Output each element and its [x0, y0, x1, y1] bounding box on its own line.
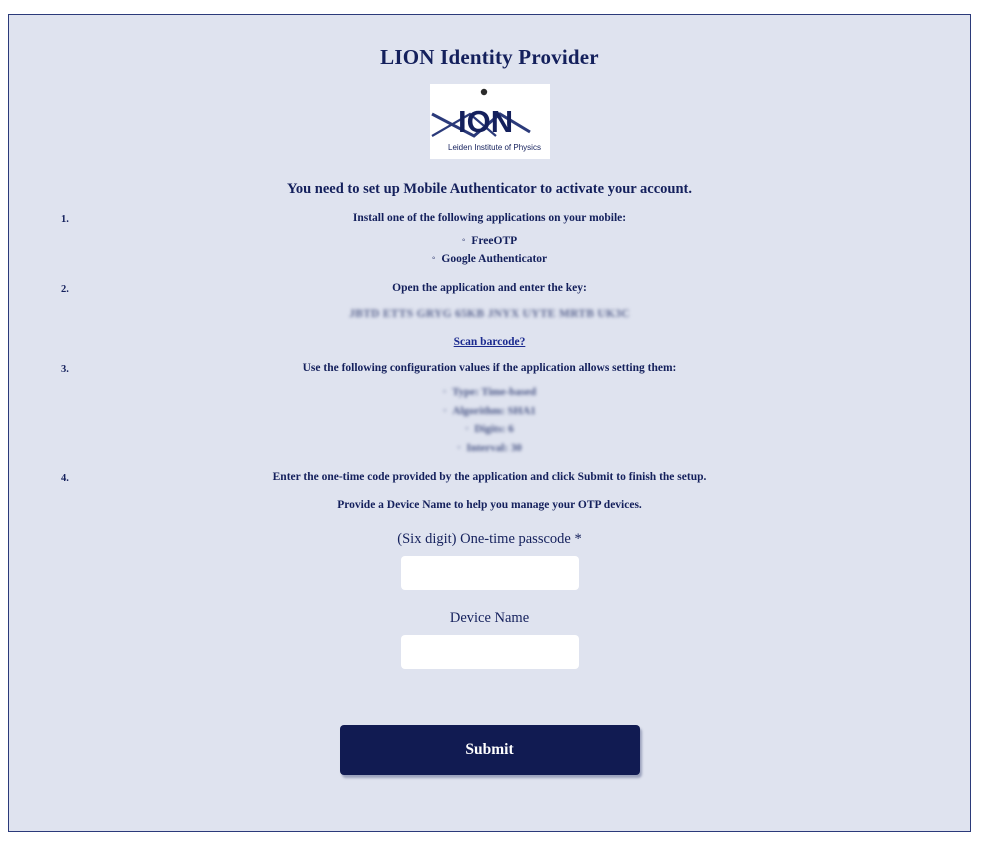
step-2-text: Open the application and enter the key:	[392, 282, 587, 294]
step-1	[9, 212, 970, 268]
step-3-config-list	[9, 383, 970, 457]
otp-field-label: (Six digit) One-time passcode *	[397, 531, 582, 547]
step-3-number: 3.	[61, 364, 69, 375]
step-4	[9, 471, 970, 511]
list-item: ◦ Algorithm: SHA1	[9, 402, 970, 421]
device-name-note: Provide a Device Name to help you manage your OTP devices.	[337, 499, 642, 511]
submit-button[interactable]: Submit	[340, 725, 640, 775]
list-item: ◦ Google Authenticator	[9, 250, 970, 268]
setup-instruction: You need to set up Mobile Authenticator to activate your account.	[286, 181, 693, 197]
otp-field-wrap	[9, 556, 970, 590]
step-2	[9, 282, 970, 348]
step-4-text: Enter the one-time code provided by the application and click Submit to finish the setup.	[272, 471, 707, 483]
logo-container	[9, 84, 970, 159]
otp-input[interactable]	[401, 556, 579, 590]
page-frame	[8, 14, 971, 832]
lion-logo-icon	[430, 84, 550, 159]
step-1-text: Install one of the following applications on your mobile:	[352, 212, 627, 224]
device-field-label: Device Name	[449, 610, 530, 626]
page-title: LION Identity Provider	[380, 45, 599, 69]
svg-text:ION: ION	[457, 104, 513, 139]
list-item: ◦ FreeOTP	[9, 232, 970, 250]
step-4-number: 4.	[61, 473, 69, 484]
step-3-text: Use the following configuration values if the application allows setting them:	[302, 362, 677, 374]
scan-barcode-link[interactable]: Scan barcode?	[453, 336, 526, 348]
list-item: ◦ Interval: 30	[9, 439, 970, 458]
svg-text:Leiden Institute of Physics: Leiden Institute of Physics	[447, 143, 541, 152]
step-3	[9, 362, 970, 457]
submit-wrap	[9, 725, 970, 775]
list-item: ◦ Digits: 6	[9, 420, 970, 439]
device-name-input[interactable]	[401, 635, 579, 669]
step-1-number: 1.	[61, 214, 69, 225]
device-field-wrap	[9, 635, 970, 669]
otp-secret-key: JBTD ETTS GRYG 65KB JNYX UYTE MRTB UK3C	[349, 308, 630, 320]
step-1-app-list	[9, 232, 970, 268]
step-2-number: 2.	[61, 284, 69, 295]
list-item: ◦ Type: Time-based	[9, 383, 970, 402]
